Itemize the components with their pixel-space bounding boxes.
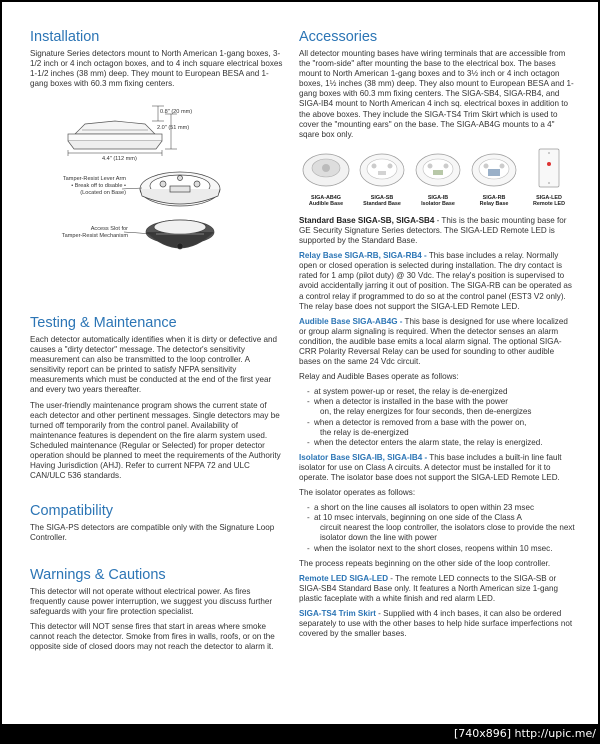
list-item: - when a detector is removed from a base with the power on, the relay is de-energized bbox=[307, 418, 576, 438]
base-led-name: Remote LED bbox=[532, 201, 566, 208]
testing-paragraph-2: The user-friendly maintenance program shows the current state of each detector and other pertinent messages. Single detectors may be turned off temporarily from the control panel. Availability of maintenance features is dependent on the fire alarm system used. Scheduled maintenance (Regular or Selected) for proper detector operation should be planned to meet the requirements of the Authority Having Jurisdiction (AHJ). Refer to current NFPA 72 and ULC CAN/ULC 536 standards. bbox=[30, 400, 281, 481]
left-column bbox=[30, 28, 284, 652]
list-item: - a short on the line causes all isolators to open within 23 msec bbox=[307, 503, 576, 513]
isolator-base-title: Isolator Base SIGA-IB, SIGA-IB4 - bbox=[299, 452, 428, 462]
accessories-heading: Accessories bbox=[299, 29, 378, 45]
standard-base-paragraph bbox=[299, 216, 576, 246]
list-item: - at system power-up or reset, the relay is de-energized bbox=[307, 387, 576, 397]
list-item: - when the isolator next to the short closes, reopens within 10 msec. bbox=[307, 544, 576, 554]
standard-base-body: - This is the basic mounting base for GE Security Signature Series detectors. The SIGA-LED Remote LED is supported by the Standard Base. bbox=[299, 215, 567, 246]
base-standard-name: Standard Base bbox=[363, 201, 401, 208]
base-relay-name: Relay Base bbox=[479, 201, 509, 208]
list-item: - at 10 msec intervals, beginning on one side of the Class A circuit nearest the loop controller, the isolators close to provide the next isolator down the line with power bbox=[307, 513, 576, 543]
relay-base-paragraph bbox=[299, 251, 576, 312]
remote-led-title: Remote LED SIGA-LED bbox=[299, 573, 389, 583]
testing-heading: Testing & Maintenance bbox=[30, 315, 177, 331]
trim-skirt-title: SIGA-TS4 Trim Skirt bbox=[299, 609, 376, 619]
relay-base-title: Relay Base SIGA-RB, SIGA-RB4 - bbox=[299, 251, 427, 261]
trim-skirt-body: - Supplied with 4 inch bases, it can also be ordered separately to use with the other bases to help hide surface imperfections not covered by the smaller bases. bbox=[299, 609, 573, 639]
dim-width-label: 4.4" (112 mm) bbox=[102, 156, 137, 163]
audible-base-title: Audible Base SIGA-AB4G - bbox=[299, 316, 403, 326]
testing-paragraph-1: Each detector automatically identifies when it is dirty or defective and causes a "dirty detector" message. The detector's sensitivity measurement can also be transmitted to the loop controller. A sensitivity report can be printed to satisfy NFPA sensitivity measurements which must be conducted at the end of the first year and every two years thereafter. bbox=[30, 335, 277, 395]
remote-led-paragraph bbox=[299, 574, 576, 604]
testing-section bbox=[30, 314, 284, 486]
footer-watermark[interactable]: [740x896] http://upic.me/ bbox=[453, 727, 596, 740]
detector-bottom-view bbox=[124, 220, 214, 249]
relay-base-image bbox=[469, 146, 519, 190]
base-remote-led bbox=[523, 146, 575, 208]
audible-base-body: This base is designed for use where localized or group alarm signaling is required. When the detector senses an alarm condition, the audible base emits a local alarm signal. The optional SIGA-CRR Polarity Reversal Relay can be used for sounding to other audible bases on the same 24 Vdc circuit. bbox=[299, 316, 568, 367]
compatibility-section bbox=[30, 502, 284, 548]
base-isolator-name: Isolator Base bbox=[421, 201, 455, 208]
dim-top-label: 0.8" (20 mm) bbox=[160, 109, 193, 116]
isolator-intro: The isolator operates as follows: bbox=[299, 488, 416, 498]
trim-skirt-paragraph bbox=[299, 609, 576, 639]
base-audible-name: Audible Base bbox=[308, 201, 344, 208]
process-paragraph: The process repeats beginning on the other side of the loop controller. bbox=[299, 558, 551, 568]
mounting-base-view bbox=[122, 172, 220, 206]
installation-section bbox=[30, 28, 284, 259]
base-images-row bbox=[299, 146, 576, 212]
base-relay bbox=[467, 146, 521, 208]
audible-base-image bbox=[301, 146, 351, 190]
isolator-operation-list bbox=[307, 503, 576, 553]
datasheet-page bbox=[2, 2, 598, 724]
base-led-model: SIGA-LED bbox=[536, 194, 562, 201]
image-host-footer bbox=[0, 724, 600, 744]
compatibility-body: The SIGA-PS detectors are compatible only with the Signature Loop Controller. bbox=[30, 523, 275, 543]
detector-diagram bbox=[30, 94, 284, 259]
relay-audible-intro: Relay and Audible Bases operate as follows: bbox=[299, 372, 459, 382]
access-slot-label: Access Slot for Tamper-Resist Mechanism bbox=[61, 226, 128, 240]
warnings-heading: Warnings & Cautions bbox=[30, 567, 166, 583]
warnings-section bbox=[30, 566, 284, 658]
base-relay-model: SIGA-RB bbox=[482, 194, 506, 201]
warnings-paragraph-2: This detector will NOT sense fires that start in areas where smoke cannot reach the detector. Smoke from fires in walls, roofs, or on the opposite side of closed doors may not reach the detector to alarm it. bbox=[30, 622, 275, 652]
compatibility-heading: Compatibility bbox=[30, 503, 113, 519]
isolator-base-paragraph bbox=[299, 453, 576, 483]
lever-arm-label: Tamper-Resist Lever Arm • Break off to disable • (Located on Base) bbox=[62, 176, 126, 197]
audible-base-paragraph bbox=[299, 317, 576, 367]
relay-base-body: This base includes a relay. Normally open or closed operation is selected during installation. The dry contact is rated for 1 amp (pilot duty) @ 30 Vdc. The relay's position is supervised to avoid accidentally jarring it out of position. The SIGA-RB can be operated as a control relay if programmed to do so at the control panel (EST3 V2 only). The relay base does not support the SIGA-LED Remote LED. bbox=[299, 251, 572, 311]
base-audible bbox=[299, 146, 353, 208]
installation-body: Signature Series detectors mount to North American 1-gang boxes, 3-1/2 inch or 4 inch octagon boxes, and to 4 inch square electrical boxes 1-1/2 inches (38 mm) deep. They mount to European BESA and 1-gang boxes with 60.3 mm fixing centers. bbox=[30, 49, 283, 89]
base-standard bbox=[355, 146, 409, 208]
base-standard-model: SIGA-SB bbox=[370, 194, 394, 201]
list-item: - when the detector enters the alarm state, the relay is energized. bbox=[307, 438, 576, 448]
dim-height-label: 2.0" (51 mm) bbox=[157, 125, 190, 132]
standard-base-image bbox=[357, 146, 407, 190]
remote-led-image bbox=[524, 146, 574, 190]
warnings-paragraph-1: This detector will not operate without electrical power. As fires frequently cause power interruption, we suggest you discuss further safeguards with your fire protection specialist. bbox=[30, 587, 273, 617]
base-isolator bbox=[411, 146, 465, 208]
right-column bbox=[299, 28, 576, 644]
standard-base-title: Standard Base SIGA-SB, SIGA-SB4 bbox=[299, 215, 435, 225]
relay-operation-list bbox=[307, 387, 576, 448]
isolator-base-body: This base includes a built-in line fault isolator for use on Class A circuits. A detector must be installed for it to operate. The isolator base does not support the SIGA-LED Remote LED. bbox=[299, 452, 562, 482]
list-item: - when a detector is installed in the base with the power on, the relay energizes for four seconds, then de-energizes bbox=[307, 397, 576, 417]
isolator-base-image bbox=[413, 146, 463, 190]
base-isolator-model: SIGA-IB bbox=[427, 194, 449, 201]
base-audible-model: SIGA-AB4G bbox=[311, 194, 341, 201]
remote-led-body: - The remote LED connects to the SIGA-SB or SIGA-SB4 Standard Base only. It features a North American size 1-gang plastic faceplate with a white finish and red alarm LED. bbox=[299, 573, 558, 603]
installation-heading: Installation bbox=[30, 29, 100, 45]
accessories-intro: All detector mounting bases have wiring terminals that are accessible from the "room-side" after mounting the base to the electrical box. The bases mount to North American 1-gang boxes and to 3½ inch or 4 inch octagon boxes, 1½ inches (38 mm) deep. They also mount to European BESA and 1-gang boxes with 60.3 mm fixing centers. The SIGA-SB4, SIGA-RB4, and SIGA-IB4 mount to North American 4 inch sq. electrical boxes in addition to the above boxes. They include the SIGA-TS4 Trim Skirt which is used to cover the "mounting ears" on the base. The SIGA-AB4G mounts to a 4" sqare box only. bbox=[299, 49, 574, 139]
